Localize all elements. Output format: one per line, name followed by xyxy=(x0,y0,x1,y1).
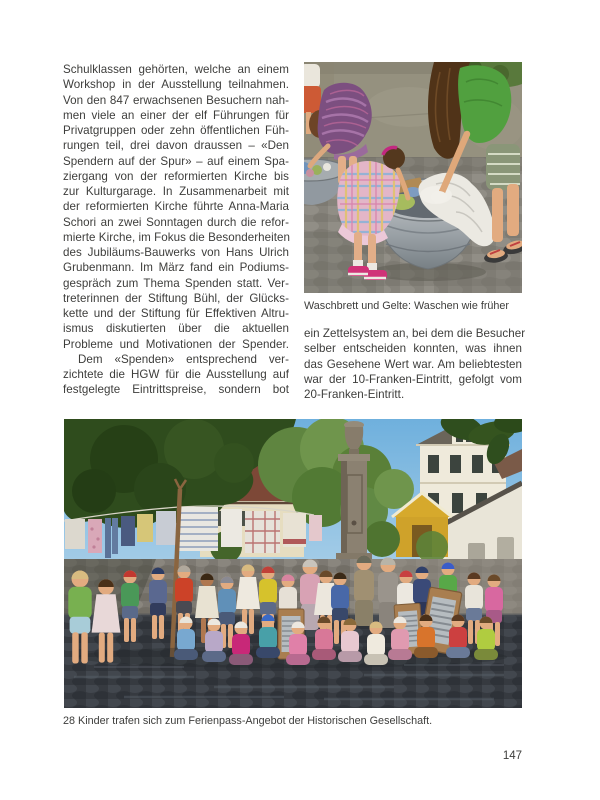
photo-washtub xyxy=(304,62,522,293)
caption-washtub: Waschbrett und Gelte: Waschen wie früher xyxy=(304,300,510,312)
left-text-column: Schulklassen gehörten, welche an einem Workshop in der Ausstellung teilnahmen. Von den 847 erwachsenen Besuchern nah- men viele an einer der elf Führungen für Privatgruppen oder zehn öffentlichen Füh- rungen teil, drei davon draussen – «Den Spendern auf der Spur» – auf einem Spa- ziergang von der reformierten Kirche bis zur Kulturgarage. In Zusammenarbeit mit der reformierten Kirche führte Anna-Maria Schori an zwei Sonntagen durch die refor- mierte Kirche, im Fokus die Besonderheiten des Jubiläums-Bauwerks von Hans Ulrich Grubenmann. Im März fand ein Podiums- gespräch zum Thema Spenden statt. Ver- treterinnen der Stiftung Bühl, der Glücks- kette und der Stiftung für Effektiven Altru- ismus diskutierten über die aktuellen Probleme und Motivationen der Spender. Dem «Spenden» entsprechend ver- zichtete die HGW für die Ausstellung auf festgelegte Eintrittspreise, sondern bot xyxy=(63,63,290,397)
caption-group: 28 Kinder trafen sich zum Ferienpass-Angebot der Historischen Gesellschaft. xyxy=(63,715,433,727)
photo-group xyxy=(64,419,522,708)
group-scene-illustration xyxy=(64,419,522,708)
washtub-scene-illustration xyxy=(304,62,522,293)
right-text-column: ein Zettelsystem an, bei dem die Besucher selber entscheiden konnten, was ihnen das Gesehene Wert war. Am beliebtesten war der 10-Franken-Eintritt, gefolgt vom 20-Franken-Eintritt. xyxy=(304,327,526,401)
page-number: 147 xyxy=(502,750,522,762)
